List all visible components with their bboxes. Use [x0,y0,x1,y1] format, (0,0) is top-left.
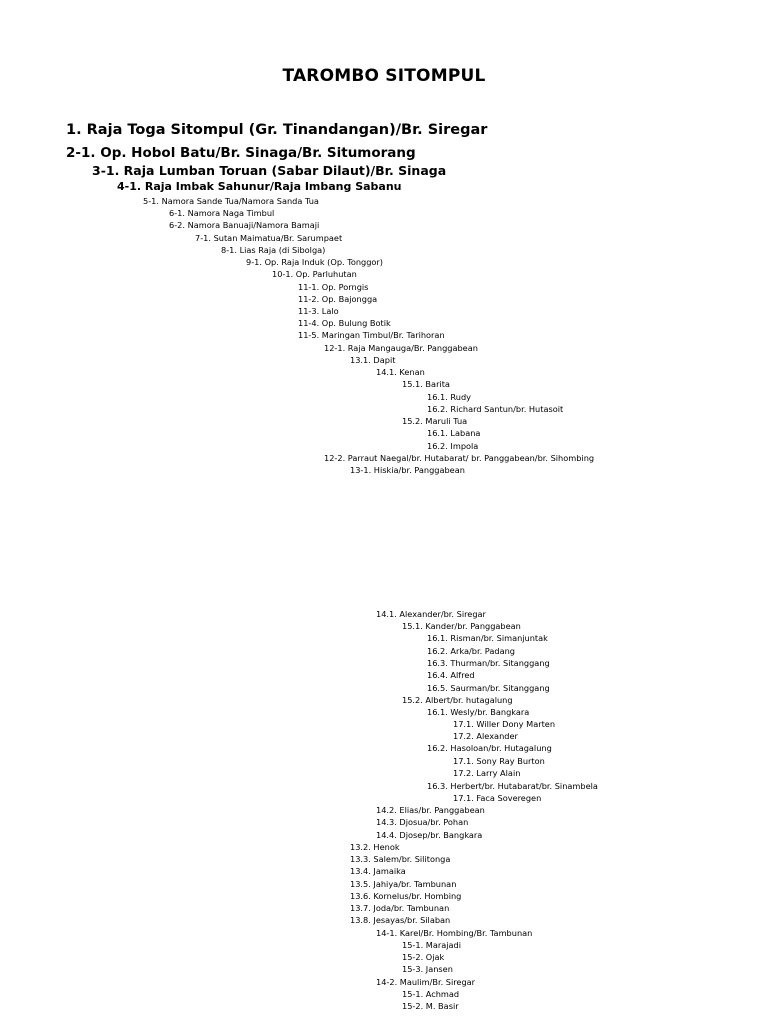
entry-16-1-rudy: 16.1. Rudy [427,392,471,402]
entry-8-1: 8-1. Lias Raja (di Sibolga) [221,245,326,255]
entry-2-1: 2-1. Op. Hobol Batu/Br. Sinaga/Br. Situmorang [66,145,416,161]
entry-13-8-jesayas: 13.8. Jesayas/br. Silaban [350,915,451,925]
entry-15-2-albert: 15.2. Albert/br. hutagalung [402,695,513,705]
entry-5-1: 5-1. Namora Sande Tua/Namora Sanda Tua [143,196,319,206]
entry-16-2-hasoloan: 16.2. Hasoloan/br. Hutagalung [427,743,552,753]
entry-4-1: 4-1. Raja Imbak Sahunur/Raja Imbang Sabanu [117,180,402,193]
entry-13-5-jahiya: 13.5. Jahiya/br. Tambunan [350,879,457,889]
entry-10-1: 10-1. Op. Parluhutan [272,269,357,279]
entry-15-1-achmad: 15-1. Achmad [402,989,460,999]
entry-16-1-risman: 16.1. Risman/br. Simanjuntak [427,633,548,643]
entry-17-2-alexander: 17.2. Alexander [453,731,518,741]
entry-16-1-labana: 16.1. Labana [427,428,481,438]
entry-6-1: 6-1. Namora Naga Timbul [169,208,275,218]
entry-6-2: 6-2. Namora Banuaji/Namora Bamaji [169,220,320,230]
entry-14-2-maulim: 14-2. Maulim/Br. Siregar [376,977,476,987]
entry-13-2-henok: 13.2. Henok [350,842,400,852]
entry-13-7-joda: 13.7. Joda/br. Tambunan [350,903,450,913]
entry-15-1-kander: 15.1. Kander/br. Panggabean [402,621,521,631]
entry-15-3-jansen: 15-3. Jansen [402,964,453,974]
entry-11-1: 11-1. Op. Porngis [298,282,369,292]
entry-9-1: 9-1. Op. Raja Induk (Op. Tonggor) [246,257,383,267]
entry-14-2-elias: 14.2. Elias/br. Panggabean [376,805,485,815]
entry-14-1-alexander: 14.1. Alexander/br. Siregar [376,609,486,619]
entry-12-1: 12-1. Raja Mangauga/Br. Panggabean [324,343,478,353]
entry-13-1-dapit: 13.1. Dapit [350,355,396,365]
entry-13-6-kornelus: 13.6. Kornelus/br. Hombing [350,891,462,901]
entry-17-1-willer: 17.1. Willer Dony Marten [453,719,556,729]
entry-16-2-richard: 16.2. Richard Santun/br. Hutasoit [427,404,564,414]
entry-15-1-barita: 15.1. Barita [402,379,450,389]
entry-15-1-marajadi: 15-1. Marajadi [402,940,462,950]
entry-14-4-djosep: 14.4. Djosep/br. Bangkara [376,830,483,840]
entry-17-2-larry: 17.2. Larry Alain [453,768,521,778]
entry-17-1-faca: 17.1. Faca Soveregen [453,793,542,803]
entry-16-5-saurman: 16.5. Saurman/br. Sitanggang [427,683,550,693]
entry-17-1-sony: 17.1. Sony Ray Burton [453,756,545,766]
entry-16-3-herbert: 16.3. Herbert/br. Hutabarat/br. Sinambela [427,781,598,791]
entry-12-2: 12-2. Parraut Naegal/br. Hutabarat/ br. Panggabean/br. Sihombing [324,453,595,463]
entry-15-2-ojak: 15-2. Ojak [402,952,445,962]
entry-13-1-hiskia: 13-1. Hiskia/br. Panggabean [350,465,465,475]
entry-16-4-alfred: 16.4. Alfred [427,670,475,680]
entry-15-2-maruli: 15.2. Maruli Tua [402,416,468,426]
entry-16-2-impola: 16.2. Impola [427,441,479,451]
entry-7-1: 7-1. Sutan Maimatua/Br. Sarumpaet [195,233,343,243]
entry-15-2-m-basir: 15-2. M. Basir [402,1001,459,1011]
entry-16-3-thurman: 16.3. Thurman/br. Sitanggang [427,658,550,668]
entry-13-3-salem: 13.3. Salem/br. Silitonga [350,854,451,864]
entry-16-2-arka: 16.2. Arka/br. Padang [427,646,515,656]
entry-3-1: 3-1. Raja Lumban Toruan (Sabar Dilaut)/Br. Sinaga [92,163,447,178]
entry-11-2: 11-2. Op. Bajongga [298,294,378,304]
document-title: TAROMBO SITOMPUL [282,66,486,86]
entry-14-1-karel: 14-1. Karel/Br. Hombing/Br. Tambunan [376,928,533,938]
entry-16-1-wesly: 16.1. Wesly/br. Bangkara [427,707,530,717]
entry-14-1-kenan: 14.1. Kenan [376,367,425,377]
entry-13-4-jamaika: 13.4. Jamaika [350,866,406,876]
entry-11-5: 11-5. Maringan Timbul/Br. Tarihoran [298,330,445,340]
entry-11-3: 11-3. Lalo [298,306,339,316]
entry-14-3-djosua: 14.3. Djosua/br. Pohan [376,817,469,827]
entry-1: 1. Raja Toga Sitompul (Gr. Tinandangan)/Br. Siregar [66,122,488,138]
entry-11-4: 11-4. Op. Bulung Botik [298,318,391,328]
